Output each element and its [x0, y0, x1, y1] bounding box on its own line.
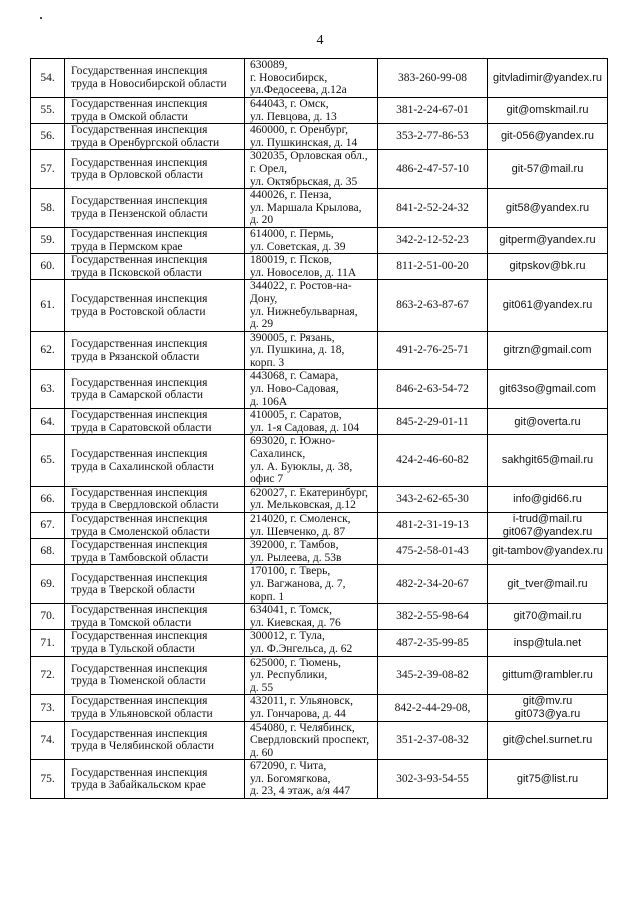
address-cell: 625000, г. Тюмень, ул. Республики, д. 55: [245, 656, 378, 695]
address-cell: 443068, г. Самара, ул. Ново-Садовая, д. 106А: [245, 370, 378, 409]
table-row: [31, 150, 608, 189]
address-cell: 214020, г. Смоленск, ул. Шевченко, д. 87: [245, 513, 378, 539]
table-row: [31, 98, 608, 124]
phone-cell: 842-2-44-29-08,: [378, 695, 488, 721]
email-address: git073@ya.ru: [514, 707, 581, 720]
address-cell: 180019, г. Псков, ул. Новоселов, д. 11А: [245, 254, 378, 280]
email-cell: [488, 59, 608, 98]
organization-cell: [65, 370, 245, 409]
organization-line: труда в Сахалинской области: [71, 460, 214, 473]
organization-line: Государственная инспекция: [71, 448, 208, 461]
organization-line: труда в Рязанской области: [71, 350, 200, 363]
email-cell: [488, 331, 608, 370]
organization-line: труда в Оренбургской области: [71, 136, 220, 149]
email-address: git_tver@mail.ru: [507, 577, 588, 590]
organization-cell: [65, 604, 245, 630]
table-row: [31, 370, 608, 409]
email-cell: [488, 656, 608, 695]
organization-line: труда в Самарской области: [71, 389, 204, 402]
organization-cell: [65, 98, 245, 124]
phone-cell: 482-2-34-20-67: [378, 565, 488, 604]
email-address: git58@yandex.ru: [505, 201, 590, 214]
email-address: git@mv.ru: [522, 695, 573, 708]
email-cell: [488, 695, 608, 721]
email-cell: [488, 486, 608, 512]
table-row: [31, 539, 608, 565]
table-row: [31, 409, 608, 435]
phone-cell: 811-2-51-00-20: [378, 254, 488, 280]
email-address: git70@mail.ru: [513, 610, 582, 623]
table-row: [31, 565, 608, 604]
phone-cell: 351-2-37-08-32: [378, 721, 488, 760]
table-row: [31, 227, 608, 253]
organization-cell: [65, 59, 245, 98]
address-cell: 390005, г. Рязань, ул. Пушкина, д. 18, корп. 3: [245, 331, 378, 370]
organization-cell: [65, 656, 245, 695]
table-row: [31, 124, 608, 150]
email-cell: [488, 409, 608, 435]
phone-cell: 487-2-35-99-85: [378, 630, 488, 656]
organization-line: Государственная инспекция: [71, 604, 208, 617]
email-address: insp@tula.net: [513, 636, 582, 649]
row-number: 65.: [31, 435, 65, 486]
organization-cell: [65, 486, 245, 512]
organization-line: Государственная инспекция: [71, 156, 208, 169]
email-address: gittum@rambler.ru: [502, 669, 593, 682]
organization-line: труда в Тверской области: [71, 584, 195, 597]
email-address: git@omskmail.ru: [506, 104, 589, 117]
address-cell: 634041, г. Томск, ул. Киевская, д. 76: [245, 604, 378, 630]
row-number: 54.: [31, 59, 65, 98]
email-cell: [488, 150, 608, 189]
organization-line: Государственная инспекция: [71, 376, 208, 389]
phone-cell: 486-2-47-57-10: [378, 150, 488, 189]
email-address: gitrzn@gmail.com: [503, 344, 592, 357]
email-cell: [488, 227, 608, 253]
address-cell: 344022, г. Ростов-на- Дону, ул. Нижнебульварная, д. 29: [245, 280, 378, 331]
address-cell: 300012, г. Тула, ул. Ф.Энгельса, д. 62: [245, 630, 378, 656]
organization-line: труда в Новосибирской области: [71, 78, 227, 90]
row-number: 62.: [31, 331, 65, 370]
email-cell: [488, 604, 608, 630]
email-cell: [488, 189, 608, 228]
row-number: 70.: [31, 604, 65, 630]
email-cell: [488, 513, 608, 539]
inspection-contacts-table: [30, 58, 608, 799]
phone-cell: 342-2-12-52-23: [378, 227, 488, 253]
address-cell: 644043, г. Омск, ул. Певцова, д. 13: [245, 98, 378, 124]
organization-cell: [65, 695, 245, 721]
phone-cell: 353-2-77-86-53: [378, 124, 488, 150]
row-number: 66.: [31, 486, 65, 512]
address-cell: 170100, г. Тверь, ул. Вагжанова, д. 7, корп. 1: [245, 565, 378, 604]
organization-line: труда в Тульской области: [71, 642, 195, 655]
organization-line: Государственная инспекция: [71, 292, 208, 305]
organization-line: труда в Смоленской области: [71, 525, 210, 538]
table-row: [31, 760, 608, 799]
phone-cell: 491-2-76-25-71: [378, 331, 488, 370]
organization-line: Государственная инспекция: [71, 124, 208, 137]
row-number: 55.: [31, 98, 65, 124]
organization-line: Государственная инспекция: [71, 98, 208, 110]
organization-line: Государственная инспекция: [71, 486, 208, 499]
email-address: git75@list.ru: [516, 772, 579, 785]
organization-line: труда в Пермском крае: [71, 240, 183, 253]
organization-line: труда в Тюменской области: [71, 675, 206, 688]
row-number: 56.: [31, 124, 65, 150]
organization-line: труда в Саратовской области: [71, 421, 212, 434]
organization-line: Государственная инспекция: [71, 65, 208, 78]
phone-cell: 841-2-52-24-32: [378, 189, 488, 228]
address-cell: 410005, г. Саратов, ул. 1-я Садовая, д. 104: [245, 409, 378, 435]
table-row: [31, 656, 608, 695]
row-number: 74.: [31, 721, 65, 760]
table-row: [31, 630, 608, 656]
phone-cell: 863-2-63-87-67: [378, 280, 488, 331]
address-cell: 440026, г. Пенза, ул. Маршала Крылова, д. 20: [245, 189, 378, 228]
email-address: git067@yandex.ru: [502, 525, 593, 538]
organization-line: Государственная инспекция: [71, 409, 208, 422]
table-row: [31, 435, 608, 486]
row-number: 71.: [31, 630, 65, 656]
organization-line: труда в Ульяновской области: [71, 707, 213, 720]
address-cell: 614000, г. Пермь, ул. Советская, д. 39: [245, 227, 378, 253]
organization-cell: [65, 760, 245, 799]
email-address: git061@yandex.ru: [502, 299, 593, 312]
organization-line: Государственная инспекция: [71, 662, 208, 675]
organization-cell: [65, 150, 245, 189]
address-cell: 392000, г. Тамбов, ул. Рылеева, д. 53в: [245, 539, 378, 565]
organization-cell: [65, 513, 245, 539]
email-address: gitperm@yandex.ru: [499, 234, 596, 247]
email-address: git-056@yandex.ru: [500, 130, 595, 143]
organization-line: труда в Забайкальском крае: [71, 779, 206, 792]
address-cell: 302035, Орловская обл., г. Орел, ул. Октябрьская, д. 35: [245, 150, 378, 189]
organization-line: труда в Псковской области: [71, 266, 202, 279]
email-cell: [488, 721, 608, 760]
organization-cell: [65, 124, 245, 150]
organization-cell: [65, 721, 245, 760]
email-cell: [488, 280, 608, 331]
email-address: gitpskov@bk.ru: [509, 260, 586, 273]
email-cell: [488, 630, 608, 656]
email-address: sakhgit65@mail.ru: [501, 454, 594, 467]
phone-cell: 343-2-62-65-30: [378, 486, 488, 512]
row-number: 68.: [31, 539, 65, 565]
email-address: git-tambov@yandex.ru: [492, 545, 603, 558]
email-cell: [488, 124, 608, 150]
phone-cell: 345-2-39-08-82: [378, 656, 488, 695]
organization-cell: [65, 565, 245, 604]
row-number: 69.: [31, 565, 65, 604]
organization-cell: [65, 630, 245, 656]
phone-cell: 424-2-46-60-82: [378, 435, 488, 486]
organization-cell: [65, 254, 245, 280]
organization-line: труда в Томской области: [71, 616, 192, 629]
organization-line: труда в Тамбовской области: [71, 551, 209, 564]
phone-cell: 475-2-58-01-43: [378, 539, 488, 565]
organization-cell: [65, 227, 245, 253]
table-row: [31, 331, 608, 370]
email-cell: [488, 760, 608, 799]
email-address: gitvladimir@yandex.ru: [493, 71, 602, 84]
email-cell: [488, 539, 608, 565]
email-address: info@gid66.ru: [513, 493, 582, 506]
phone-cell: 845-2-29-01-11: [378, 409, 488, 435]
row-number: 57.: [31, 150, 65, 189]
email-address: git@overta.ru: [514, 415, 581, 428]
table-row: [31, 189, 608, 228]
address-cell: 620027, г. Екатеринбург, ул. Мельковская, д.12: [245, 486, 378, 512]
organization-cell: [65, 539, 245, 565]
email-cell: [488, 565, 608, 604]
address-cell: 630089, г. Новосибирск, ул.Федосеева, д.12а: [245, 59, 378, 98]
table-row: [31, 721, 608, 760]
organization-line: труда в Свердловской области: [71, 499, 219, 512]
organization-line: Государственная инспекция: [71, 766, 208, 779]
email-cell: [488, 254, 608, 280]
organization-line: Государственная инспекция: [71, 195, 208, 208]
table-row: [31, 280, 608, 331]
organization-line: Государственная инспекция: [71, 337, 208, 350]
table-row: [31, 695, 608, 721]
organization-cell: [65, 435, 245, 486]
email-cell: [488, 98, 608, 124]
phone-cell: 481-2-31-19-13: [378, 513, 488, 539]
email-address: i-trud@mail.ru: [512, 513, 583, 525]
row-number: 75.: [31, 760, 65, 799]
organization-line: Государственная инспекция: [71, 539, 208, 552]
organization-line: Государственная инспекция: [71, 695, 208, 708]
organization-line: труда в Орловской области: [71, 169, 204, 182]
table-row: [31, 59, 608, 98]
table-row: [31, 513, 608, 539]
row-number: 59.: [31, 227, 65, 253]
address-cell: 460000, г. Оренбург, ул. Пушкинская, д. 14: [245, 124, 378, 150]
organization-line: Государственная инспекция: [71, 227, 208, 240]
organization-line: Государственная инспекция: [71, 571, 208, 584]
organization-line: Государственная инспекция: [71, 727, 208, 740]
address-cell: 693020, г. Южно- Сахалинск, ул. А. Буюклы, д. 38, офис 7: [245, 435, 378, 486]
organization-cell: [65, 409, 245, 435]
organization-line: труда в Ростовской области: [71, 305, 206, 318]
table-row: [31, 604, 608, 630]
organization-line: Государственная инспекция: [71, 513, 208, 525]
row-number: 73.: [31, 695, 65, 721]
table-row: [31, 254, 608, 280]
email-address: git@chel.surnet.ru: [502, 734, 593, 747]
phone-cell: 383-260-99-08: [378, 59, 488, 98]
organization-cell: [65, 189, 245, 228]
table-row: [31, 486, 608, 512]
address-cell: 432011, г. Ульяновск, ул. Гончарова, д. 44: [245, 695, 378, 721]
row-number: 64.: [31, 409, 65, 435]
organization-cell: [65, 331, 245, 370]
organization-line: Государственная инспекция: [71, 630, 208, 643]
phone-cell: 382-2-55-98-64: [378, 604, 488, 630]
scan-mark: [40, 17, 42, 19]
page-number: 4: [316, 33, 324, 48]
phone-cell: 302-3-93-54-55: [378, 760, 488, 799]
phone-cell: 381-2-24-67-01: [378, 98, 488, 124]
row-number: 67.: [31, 513, 65, 539]
organization-line: Государственная инспекция: [71, 254, 208, 267]
email-address: git-57@mail.ru: [511, 162, 584, 175]
row-number: 72.: [31, 656, 65, 695]
organization-line: труда в Пензенской области: [71, 208, 208, 221]
row-number: 58.: [31, 189, 65, 228]
email-address: git63so@gmail.com: [499, 383, 596, 396]
organization-cell: [65, 280, 245, 331]
address-cell: 454080, г. Челябинск, Свердловский проспект, д. 60: [245, 721, 378, 760]
row-number: 63.: [31, 370, 65, 409]
row-number: 60.: [31, 254, 65, 280]
email-cell: [488, 370, 608, 409]
row-number: 61.: [31, 280, 65, 331]
organization-line: труда в Омской области: [71, 110, 188, 123]
email-cell: [488, 435, 608, 486]
organization-line: труда в Челябинской области: [71, 740, 215, 753]
address-cell: 672090, г. Чита, ул. Богомягкова, д. 23, 4 этаж, а/я 447: [245, 760, 378, 799]
phone-cell: 846-2-63-54-72: [378, 370, 488, 409]
